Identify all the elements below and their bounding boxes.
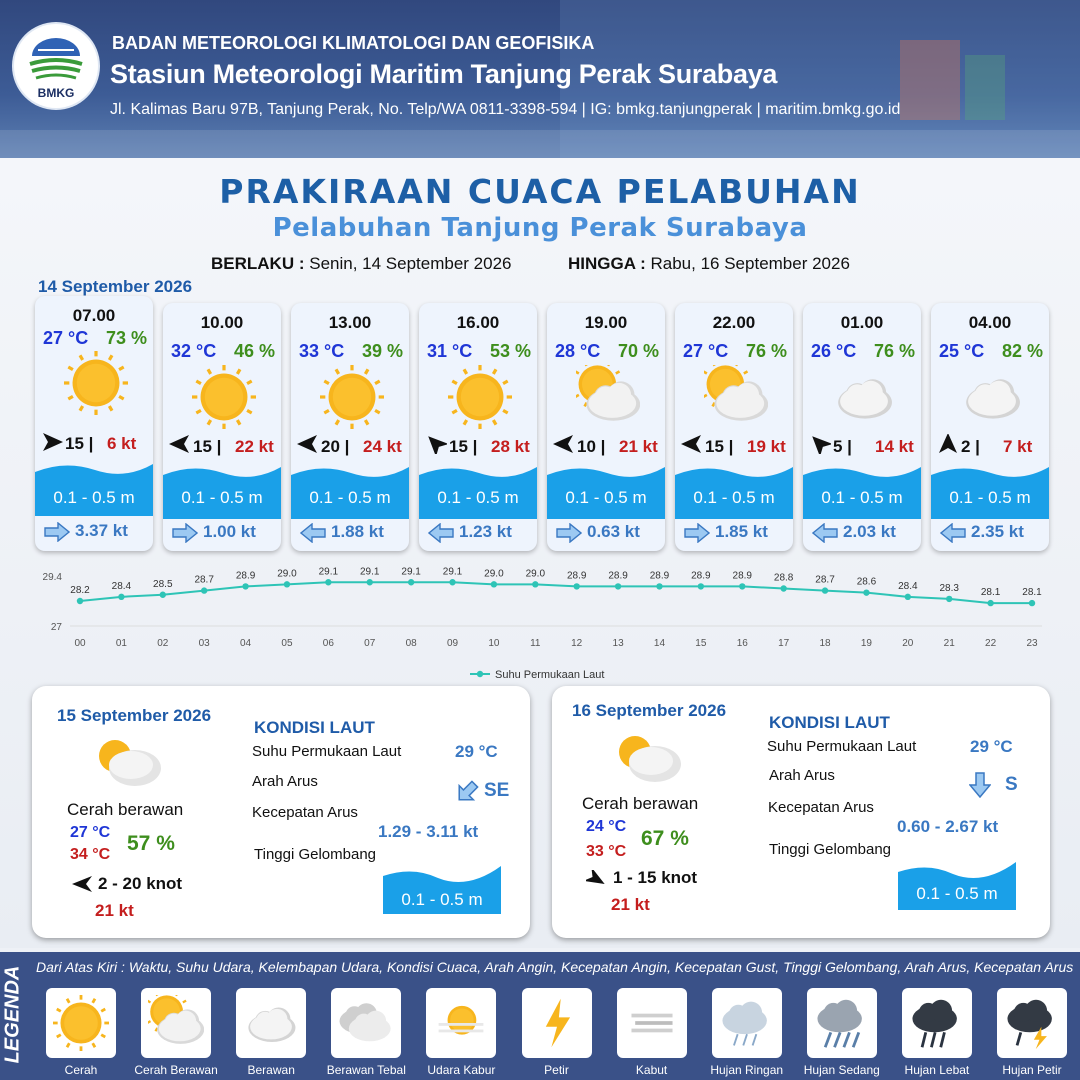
data-point	[201, 587, 207, 593]
x-tick-label: 13	[612, 638, 624, 649]
forecast-temperature: 27 °C	[43, 328, 89, 348]
validity-to-label: HINGGA :	[568, 254, 646, 273]
x-tick-label: 07	[364, 638, 376, 649]
x-tick-label: 22	[985, 638, 997, 649]
legend-marker	[477, 671, 483, 677]
day2-wave: 0.1 - 0.5 m	[401, 890, 483, 909]
x-tick-label: 16	[736, 638, 748, 649]
forecast-time: 16.00	[456, 313, 500, 332]
day2-panel	[32, 686, 530, 938]
forecast-gust: 28 kt	[491, 437, 530, 456]
day2-sst-label: Suhu Permukaan Laut	[252, 743, 402, 760]
forecast-time: 01.00	[840, 313, 884, 332]
day2-sst: 29 °C	[455, 742, 498, 761]
data-point	[780, 585, 786, 591]
y-tick-label: 27	[50, 622, 62, 633]
legend-label: Hujan Ringan	[710, 1063, 784, 1077]
x-tick-label: 14	[653, 638, 666, 649]
day2-temp-max: 34 °C	[70, 846, 111, 863]
forecast-current-speed: 1.88 kt	[331, 522, 384, 541]
legend-label: Kabut	[635, 1063, 668, 1077]
current-arrow-icon	[172, 523, 198, 548]
day2-dir: SE	[484, 780, 510, 801]
data-point	[284, 581, 290, 587]
x-tick-label: 11	[530, 638, 541, 649]
day2-wind: 2 - 20 knot	[98, 874, 183, 893]
x-tick-label: 06	[322, 638, 334, 649]
legend-label: Berawan	[247, 1063, 295, 1077]
forecast-humidity: 73 %	[105, 328, 147, 348]
day2-humidity: 57 %	[127, 832, 175, 855]
data-label: 28.4	[898, 580, 918, 592]
day3-speed: 0.60 - 2.67 kt	[897, 817, 999, 836]
data-label: 28.1	[1022, 587, 1042, 599]
series-line	[80, 582, 1032, 603]
wind-arrow-icon	[72, 876, 92, 897]
data-point	[863, 589, 869, 595]
day3-wind: 1 - 15 knot	[613, 868, 698, 887]
forecast-humidity: 39 %	[361, 341, 403, 361]
data-label: 28.4	[111, 580, 132, 592]
forecast-gust: 21 kt	[619, 437, 658, 456]
x-tick-label: 23	[1026, 638, 1038, 649]
wind-arrow-icon	[425, 434, 447, 459]
current-arrow-icon	[454, 779, 480, 810]
current-arrow-icon	[969, 772, 991, 803]
current-arrow-icon	[428, 523, 454, 548]
forecast-card	[291, 303, 409, 551]
day3-sst: 29 °C	[970, 737, 1013, 756]
forecast-gust: 22 kt	[235, 437, 274, 456]
page-title: PRAKIRAAN CUACA PELABUHAN	[219, 172, 861, 211]
forecast-temperature: 25 °C	[939, 341, 985, 361]
weather-icon	[960, 365, 1024, 434]
forecast-temperature: 31 °C	[427, 341, 473, 361]
forecast-wind-speed: 15 |	[65, 434, 94, 453]
x-tick-label: 02	[157, 638, 169, 649]
data-label: 28.5	[153, 578, 173, 590]
day3-date: 16 September 2026	[572, 701, 727, 720]
contact-info: Jl. Kalimas Baru 97B, Tanjung Perak, No. Telp/WA 0811-3398-594 | IG: bmkg.tanjungperak | maritim.bmkg.go.id	[110, 101, 901, 118]
forecast-card	[547, 303, 665, 551]
day3-dir-label: Arah Arus	[769, 767, 835, 784]
forecast-gust: 6 kt	[107, 434, 137, 453]
legend-icon-cerah-berawan	[141, 988, 211, 1058]
current-arrow-icon	[684, 523, 710, 548]
day3-temp-min: 24 °C	[586, 818, 627, 835]
x-tick-label: 05	[281, 638, 293, 649]
day2-speed-label: Kecepatan Arus	[252, 804, 358, 821]
data-point	[408, 579, 414, 585]
data-label: 28.3	[939, 582, 959, 594]
forecast-wind-speed: 10 |	[577, 437, 606, 456]
x-tick-label: 09	[446, 638, 459, 649]
data-label: 29.1	[401, 566, 421, 578]
partly-cloudy-icon	[87, 732, 167, 797]
forecast-time: 13.00	[328, 313, 372, 332]
forecast-current-speed: 3.37 kt	[75, 521, 128, 540]
validity-from-label: BERLAKU :	[211, 254, 305, 273]
data-point	[573, 583, 579, 589]
day2-kondisi-title: KONDISI LAUT	[254, 718, 375, 737]
x-tick-label: 17	[778, 638, 790, 649]
validity-to	[568, 254, 850, 274]
forecast-temperature: 27 °C	[683, 341, 729, 361]
day3-wave: 0.1 - 0.5 m	[916, 884, 998, 903]
validity-to-date: Rabu, 16 September 2026	[650, 254, 850, 273]
bmkg-logo	[14, 24, 98, 108]
day3-speed-label: Kecepatan Arus	[768, 799, 874, 816]
day2-speed: 1.29 - 3.11 kt	[378, 822, 479, 841]
data-label: 29.0	[484, 568, 504, 580]
data-point	[739, 583, 745, 589]
data-label: 28.9	[649, 570, 670, 582]
forecast-current-speed: 1.85 kt	[715, 522, 768, 541]
legend-label: Hujan Lebat	[904, 1063, 970, 1077]
data-label: 29.0	[277, 568, 297, 580]
data-point	[987, 600, 993, 606]
data-label: 29.1	[442, 566, 463, 578]
data-label: 28.7	[194, 574, 214, 586]
forecast-time: 22.00	[712, 313, 756, 332]
data-label: 29.1	[360, 566, 380, 578]
x-tick-label: 01	[115, 638, 127, 649]
current-arrow-icon	[300, 523, 326, 548]
day3-sst-label: Suhu Permukaan Laut	[767, 738, 917, 755]
data-point	[822, 587, 828, 593]
org-name: BADAN METEOROLOGI KLIMATOLOGI DAN GEOFISIKA	[112, 33, 595, 53]
wind-arrow-icon	[169, 434, 191, 459]
x-tick-label: 19	[860, 638, 872, 649]
data-point	[532, 581, 538, 587]
forecast-card	[419, 303, 537, 551]
current-arrow-icon	[812, 523, 838, 548]
day2-dir-label: Arah Arus	[252, 773, 318, 790]
data-label: 29.1	[318, 566, 339, 578]
data-point	[615, 583, 621, 589]
day3-condition: Cerah berawan	[582, 794, 699, 813]
wind-arrow-icon	[937, 434, 959, 459]
forecast-humidity: 76 %	[745, 341, 787, 361]
current-arrow-icon	[556, 523, 582, 548]
day2-gust: 21 kt	[95, 901, 134, 920]
forecast-wind-speed: 2 |	[961, 437, 980, 456]
legend-title: LEGENDA	[1, 965, 24, 1064]
legend-icon-hujan-petir	[997, 988, 1067, 1058]
legend-label: Suhu Permukaan Laut	[495, 669, 605, 681]
forecast-wave-height: 0.1 - 0.5 m	[693, 488, 775, 507]
data-point	[77, 598, 83, 604]
current-arrow-icon	[44, 522, 70, 547]
forecast-temperature: 26 °C	[811, 341, 857, 361]
forecast-gust: 19 kt	[747, 437, 786, 456]
forecast-wave-height: 0.1 - 0.5 m	[309, 488, 391, 507]
data-label: 28.9	[732, 570, 752, 582]
data-point	[325, 579, 331, 585]
station-name: Stasiun Meteorologi Maritim Tanjung Perak Surabaya	[110, 59, 778, 89]
data-label: 28.8	[773, 572, 794, 584]
forecast-date: 14 September 2026	[38, 277, 193, 296]
forecast-wave-height: 0.1 - 0.5 m	[437, 488, 519, 507]
legend-icon-udara-kabur	[426, 988, 496, 1058]
data-point	[118, 594, 124, 600]
data-point	[946, 596, 952, 602]
x-tick-label: 18	[819, 638, 831, 649]
validity-from-date: Senin, 14 September 2026	[309, 254, 512, 273]
x-tick-label: 20	[902, 638, 914, 649]
forecast-time: 10.00	[200, 313, 244, 332]
forecast-humidity: 46 %	[233, 341, 275, 361]
forecast-wind-speed: 15 |	[193, 437, 222, 456]
x-tick-label: 15	[695, 638, 707, 649]
forecast-current-speed: 1.00 kt	[203, 522, 256, 541]
forecast-card	[675, 303, 793, 551]
legend-label: Hujan Petir	[1002, 1063, 1062, 1077]
partly-cloudy-icon	[607, 728, 687, 793]
day3-humidity: 67 %	[641, 827, 689, 850]
forecast-humidity: 82 %	[1001, 341, 1043, 361]
current-arrow-icon	[940, 523, 966, 548]
data-label: 28.1	[980, 587, 1001, 599]
page-subtitle: Pelabuhan Tanjung Perak Surabaya	[272, 213, 808, 243]
sea-surface-temperature-chart	[30, 560, 1060, 690]
legend-label: Hujan Sedang	[803, 1063, 880, 1077]
legend-label: Petir	[544, 1063, 569, 1077]
forecast-wave-height: 0.1 - 0.5 m	[181, 488, 263, 507]
weather-icon	[832, 365, 896, 434]
weather-icon	[704, 365, 768, 434]
day3-dir: S	[1005, 774, 1018, 795]
day3-panel	[552, 686, 1050, 938]
data-point	[905, 594, 911, 600]
forecast-wind-speed: 15 |	[705, 437, 734, 456]
forecast-gust: 14 kt	[875, 437, 914, 456]
data-point	[242, 583, 248, 589]
x-tick-label: 21	[943, 638, 955, 649]
legend-icon-hujan-lebat	[902, 988, 972, 1058]
forecast-wave-height: 0.1 - 0.5 m	[949, 488, 1031, 507]
forecast-card	[803, 303, 921, 551]
forecast-time: 04.00	[968, 313, 1012, 332]
data-label: 28.2	[70, 585, 90, 596]
legend-icon-hujan-ringan	[712, 988, 782, 1058]
legend-label: Udara Kabur	[427, 1063, 496, 1077]
data-label: 28.6	[856, 576, 877, 588]
legend-icon-kabut	[617, 988, 687, 1058]
data-point	[656, 583, 662, 589]
data-label: 28.9	[566, 570, 587, 582]
validity-from	[211, 254, 512, 274]
forecast-time: 19.00	[584, 313, 628, 332]
legend-icon-hujan-sedang	[807, 988, 877, 1058]
forecast-humidity: 53 %	[489, 341, 531, 361]
x-tick-label: 03	[198, 638, 210, 649]
data-point	[367, 579, 373, 585]
data-point	[160, 592, 166, 598]
forecast-card	[931, 303, 1049, 551]
data-label: 29.0	[525, 568, 546, 580]
forecast-current-speed: 2.03 kt	[843, 522, 896, 541]
x-tick-label: 10	[488, 638, 500, 649]
day2-date: 15 September 2026	[57, 706, 212, 725]
wind-arrow-icon	[553, 434, 575, 459]
forecast-wind-speed: 20 |	[321, 437, 350, 456]
forecast-wave-height: 0.1 - 0.5 m	[565, 488, 647, 507]
forecast-gust: 7 kt	[1003, 437, 1033, 456]
day2-temp-min: 27 °C	[70, 824, 111, 841]
forecast-humidity: 70 %	[617, 341, 659, 361]
forecast-wind-speed: 15 |	[449, 437, 478, 456]
data-point	[491, 581, 497, 587]
data-label: 28.9	[235, 570, 256, 582]
day3-gust: 21 kt	[611, 895, 650, 914]
legend-description: Dari Atas Kiri : Waktu, Suhu Udara, Kelembapan Udara, Kondisi Cuaca, Arah Angin, Kecepatan Angin, Kecepatan Gust, Tinggi Gelombang, Arah Arus, Kecepatan Arus	[36, 959, 1074, 975]
legend-icon-berawan-tebal	[331, 988, 401, 1058]
forecast-time: 07.00	[72, 306, 116, 325]
wind-arrow-icon	[681, 434, 703, 459]
forecast-temperature: 32 °C	[171, 341, 217, 361]
legend-label: Cerah Berawan	[134, 1063, 218, 1077]
legend-label: Berawan Tebal	[326, 1063, 406, 1077]
forecast-card	[35, 296, 153, 551]
x-tick-label: 12	[571, 638, 583, 649]
data-label: 28.9	[608, 570, 628, 582]
weather-icon	[192, 365, 256, 434]
forecast-card	[163, 303, 281, 551]
y-tick-label: 29.4	[42, 572, 62, 583]
forecast-current-speed: 2.35 kt	[971, 522, 1024, 541]
legend-label: Cerah	[64, 1063, 98, 1077]
data-point	[698, 583, 704, 589]
forecast-wind-speed: 5 |	[833, 437, 852, 456]
day3-wave-label: Tinggi Gelombang	[769, 841, 892, 858]
forecast-current-speed: 0.63 kt	[587, 522, 640, 541]
x-tick-label: 00	[74, 638, 86, 649]
weather-icon	[448, 365, 512, 434]
legend-icon-petir	[522, 988, 592, 1058]
forecast-humidity: 76 %	[873, 341, 915, 361]
weather-icon	[64, 351, 128, 420]
forecast-wave-height: 0.1 - 0.5 m	[821, 488, 903, 507]
x-tick-label: 08	[405, 638, 417, 649]
data-point	[449, 579, 455, 585]
forecast-gust: 24 kt	[363, 437, 402, 456]
wind-arrow-icon	[297, 434, 319, 459]
data-point	[1029, 600, 1035, 606]
weather-icon	[320, 365, 384, 434]
legend-icon-berawan	[236, 988, 306, 1058]
weather-icon	[576, 365, 640, 434]
legend-icon-cerah	[46, 988, 116, 1058]
wind-arrow-icon	[41, 432, 63, 457]
day3-kondisi-title: KONDISI LAUT	[769, 713, 890, 732]
wind-arrow-icon	[809, 434, 831, 459]
forecast-temperature: 33 °C	[299, 341, 345, 361]
forecast-current-speed: 1.23 kt	[459, 522, 512, 541]
day3-temp-max: 33 °C	[586, 843, 627, 860]
forecast-temperature: 28 °C	[555, 341, 601, 361]
logo-text: BMKG	[37, 86, 75, 100]
x-tick-label: 04	[240, 638, 252, 649]
data-label: 28.7	[815, 574, 835, 586]
wind-arrow-icon	[586, 870, 606, 893]
day2-wave-label: Tinggi Gelombang	[254, 846, 377, 863]
data-label: 28.9	[691, 570, 711, 582]
forecast-wave-height: 0.1 - 0.5 m	[53, 488, 135, 507]
day2-condition: Cerah berawan	[67, 800, 184, 819]
